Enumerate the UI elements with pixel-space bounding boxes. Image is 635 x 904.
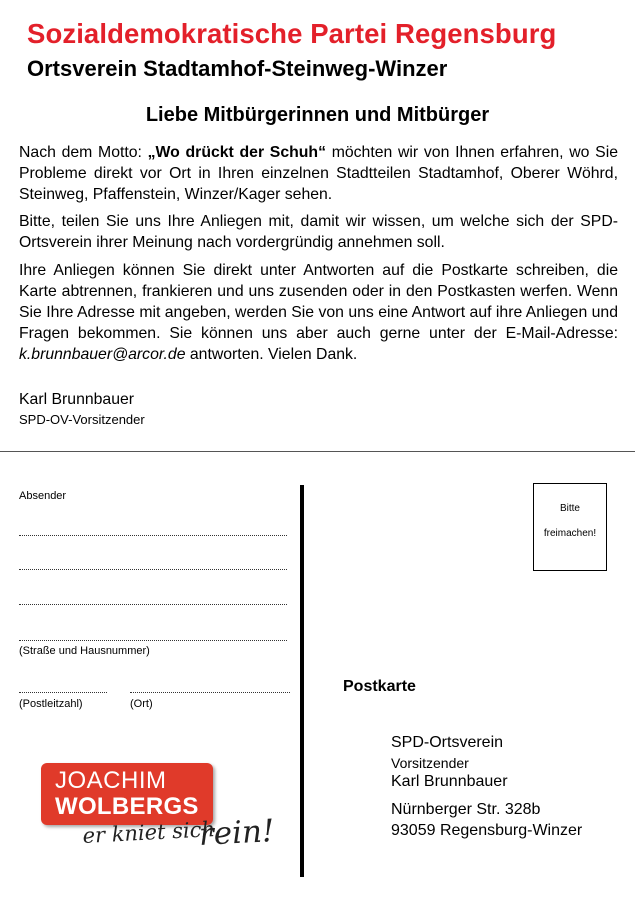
sender-line-3[interactable] — [19, 604, 287, 605]
sender-line-1[interactable] — [19, 535, 287, 536]
party-title: Sozialdemokratische Partei Regensburg — [27, 18, 557, 49]
logo-last-name: WOLBERGS — [55, 793, 199, 820]
stamp-line-1: Bitte — [559, 503, 580, 514]
logo-slogan-part1: er kniet sich — [82, 817, 216, 848]
city-line[interactable] — [130, 692, 290, 693]
signature-name: Karl Brunnbauer — [19, 391, 135, 408]
paragraph-request: Bitte, teilen Sie uns Ihre Anliegen mit, damit wir wissen, um welche sich der SPD-Ortsverein ihrer Meinung nach vordergründig annehmen soll. — [19, 213, 618, 251]
postcard-divider — [300, 485, 304, 877]
email-address[interactable]: k.brunnbauer@arcor.de — [19, 346, 186, 363]
paragraph-instructions — [19, 260, 618, 365]
motto-intro: Nach dem Motto: — [19, 144, 148, 161]
cut-line — [0, 451, 635, 452]
greeting-heading: Liebe Mitbürgerinnen und Mitbürger — [145, 104, 490, 126]
recipient-org: SPD-Ortsverein — [391, 734, 504, 751]
recipient-role: Vorsitzender — [391, 755, 469, 771]
postcard-title: Postkarte — [343, 678, 416, 695]
street-line[interactable] — [19, 640, 287, 641]
city-label: (Ort) — [130, 698, 153, 710]
sender-line-2[interactable] — [19, 569, 287, 570]
instructions-closing: antworten. Vielen Dank. — [185, 346, 358, 363]
logo-first-name: JOACHIM — [55, 767, 167, 794]
sender-label: Absender — [19, 490, 67, 502]
signature-role: SPD-OV-Vorsitzender — [19, 412, 145, 427]
recipient-street: Nürnberger Str. 328b — [391, 801, 541, 818]
recipient-city: 93059 Regensburg-Winzer — [391, 822, 583, 839]
local-club-title: Ortsverein Stadtamhof-Steinweg-Winzer — [27, 56, 448, 81]
logo-slogan-part2: rein! — [198, 813, 276, 853]
recipient-name: Karl Brunnbauer — [391, 773, 508, 790]
paragraph-motto — [19, 142, 618, 205]
stamp-box — [533, 483, 607, 571]
motto-quote: „Wo drückt der Schuh“ — [147, 144, 326, 161]
street-label: (Straße und Hausnummer) — [19, 645, 150, 657]
zip-line[interactable] — [19, 692, 107, 693]
motto-rest: möchten wir von Ihnen erfahren, wo Sie Probleme direkt vor Ort in Ihren einzelnen Stadtteilen Stadtamhof, Oberer Wöhrd, Steinweg, Pfaffenstein, Winzer/Kager sehen. — [19, 144, 618, 203]
stamp-line-2: freimachen! — [543, 528, 597, 539]
instructions-text: Ihre Anliegen können Sie direkt unter Antworten auf die Postkarte schreiben, die Karte abtrennen, frankieren und uns zusenden oder in den Postkasten werfen. Wenn Sie Ihre Adresse mit angeben, werden Sie von uns eine Antwort auf ihre Anliegen und Fragen bekommen. Sie können uns aber auch gerne unter der E-Mail-Adresse: — [19, 262, 618, 342]
zip-label: (Postleitzahl) — [19, 698, 83, 710]
